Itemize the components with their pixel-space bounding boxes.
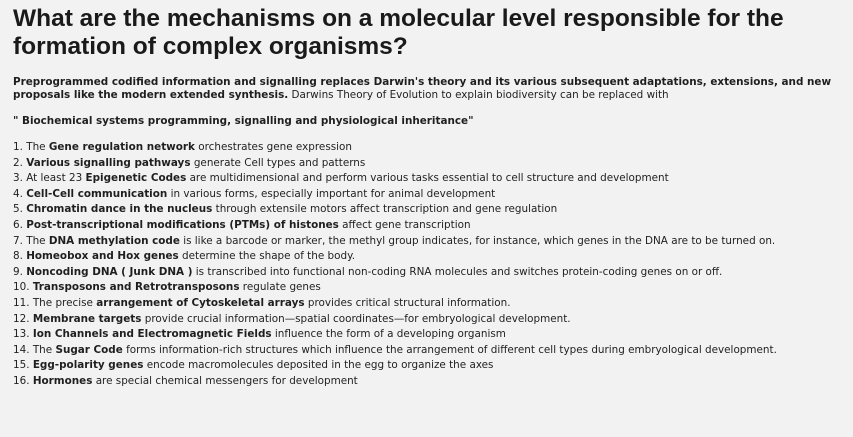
item-text-bold: Hormones	[32, 374, 93, 387]
mechanism-list	[13, 140, 853, 390]
item-number: 14.	[13, 343, 33, 356]
item-text-post: are special chemical messengers for development	[92, 374, 358, 387]
item-number: 11.	[13, 296, 33, 309]
list-item	[13, 171, 853, 187]
item-number: 7.	[13, 234, 27, 247]
item-text-pre: The	[26, 234, 49, 247]
item-text-bold: Epigenetic Codes	[85, 172, 187, 185]
quote-heading: " Biochemical systems programming, signalling and physiological inheritance"	[13, 115, 474, 127]
item-text-bold: Cell-Cell communication	[26, 187, 168, 200]
item-number: 4.	[13, 187, 27, 200]
item-number: 9.	[13, 265, 27, 278]
item-text-pre: The precise	[32, 296, 97, 309]
list-item	[13, 234, 853, 250]
intro-bold-text: Preprogrammed codified information and signalling replaces Darwin's theory and its various subsequent adaptations, extensions, and new proposals like the modern extended synthesis.	[13, 76, 832, 101]
item-number: 3.	[13, 172, 27, 185]
item-text-bold: arrangement of Cytoskeletal arrays	[96, 296, 305, 309]
item-text-post: is like a barcode or marker, the methyl group indicates, for instance, which genes in the DNA are to be turned on.	[179, 234, 776, 247]
item-text-post: regulate genes	[239, 281, 321, 294]
item-number: 6.	[13, 218, 27, 231]
item-number: 12.	[13, 312, 33, 325]
item-text-post: provides critical structural information.	[304, 296, 511, 309]
list-item	[13, 296, 853, 312]
item-text-pre: The	[32, 343, 56, 356]
list-item	[13, 327, 853, 343]
item-text-post: forms information-rich structures which influence the arrangement of different cell types during embryological development.	[122, 343, 777, 356]
item-text-bold: Membrane targets	[32, 312, 142, 325]
list-item	[13, 280, 853, 296]
list-item	[13, 358, 853, 374]
item-number: 15.	[13, 359, 33, 372]
item-text-post: is transcribed into functional non-coding RNA molecules and switches protein-coding genes on or off.	[192, 265, 723, 278]
item-text-bold: Transposons and Retrotransposons	[32, 281, 240, 294]
list-item	[13, 265, 853, 281]
item-text-bold: Gene regulation network	[48, 141, 195, 153]
list-item	[13, 218, 853, 234]
item-text-bold: Ion Channels and Electromagnetic Fields	[32, 328, 272, 341]
item-text-pre: The	[26, 141, 49, 153]
item-text-post: affect gene transcription	[338, 218, 471, 231]
list-item	[13, 140, 853, 156]
item-number: 16.	[13, 374, 33, 387]
item-text-bold: Sugar Code	[55, 343, 123, 356]
item-text-post: influence the form of a developing organism	[271, 328, 506, 341]
list-item	[13, 156, 853, 172]
item-text-post: through extensile motors affect transcription and gene regulation	[212, 203, 558, 216]
item-text-bold: DNA methylation code	[48, 234, 180, 247]
list-item	[13, 312, 853, 328]
item-text-post: determine the shape of the body.	[178, 250, 356, 263]
item-text-post: orchestrates gene expression	[194, 141, 352, 153]
item-text-bold: Noncoding DNA ( Junk DNA )	[26, 265, 193, 278]
item-number: 1.	[13, 141, 27, 153]
item-text-bold: Post-transcriptional modifications (PTMs) of histones	[26, 218, 339, 231]
item-number: 5.	[13, 203, 27, 216]
item-text-bold: Homeobox and Hox genes	[26, 250, 179, 263]
list-item	[13, 249, 853, 265]
item-text-pre: At least 23	[26, 172, 86, 185]
list-item	[13, 343, 853, 359]
item-text-post: in various forms, especially important for animal development	[167, 187, 496, 200]
item-text-post: are multidimensional and perform various tasks essential to cell structure and development	[186, 172, 669, 185]
item-number: 13.	[13, 328, 33, 341]
item-text-post: provide crucial information—spatial coordinates—for embryological development.	[141, 312, 571, 325]
item-number: 2.	[13, 156, 27, 169]
item-number: 10.	[13, 281, 33, 294]
list-item	[13, 374, 853, 390]
list-item	[13, 187, 853, 203]
item-number: 8.	[13, 250, 27, 263]
intro-normal-text: Darwins Theory of Evolution to explain biodiversity can be replaced with	[288, 88, 669, 101]
item-text-post: generate Cell types and patterns	[190, 156, 366, 169]
item-text-bold: Chromatin dance in the nucleus	[26, 203, 213, 216]
list-item	[13, 202, 853, 218]
item-text-bold: Egg-polarity genes	[32, 359, 144, 372]
item-text-post: encode macromolecules deposited in the egg to organize the axes	[143, 359, 494, 372]
item-text-bold: Various signalling pathways	[26, 156, 191, 169]
page-title: What are the mechanisms on a molecular level responsible for the formation of complex organisms?	[13, 5, 784, 60]
intro-paragraph	[13, 76, 833, 101]
